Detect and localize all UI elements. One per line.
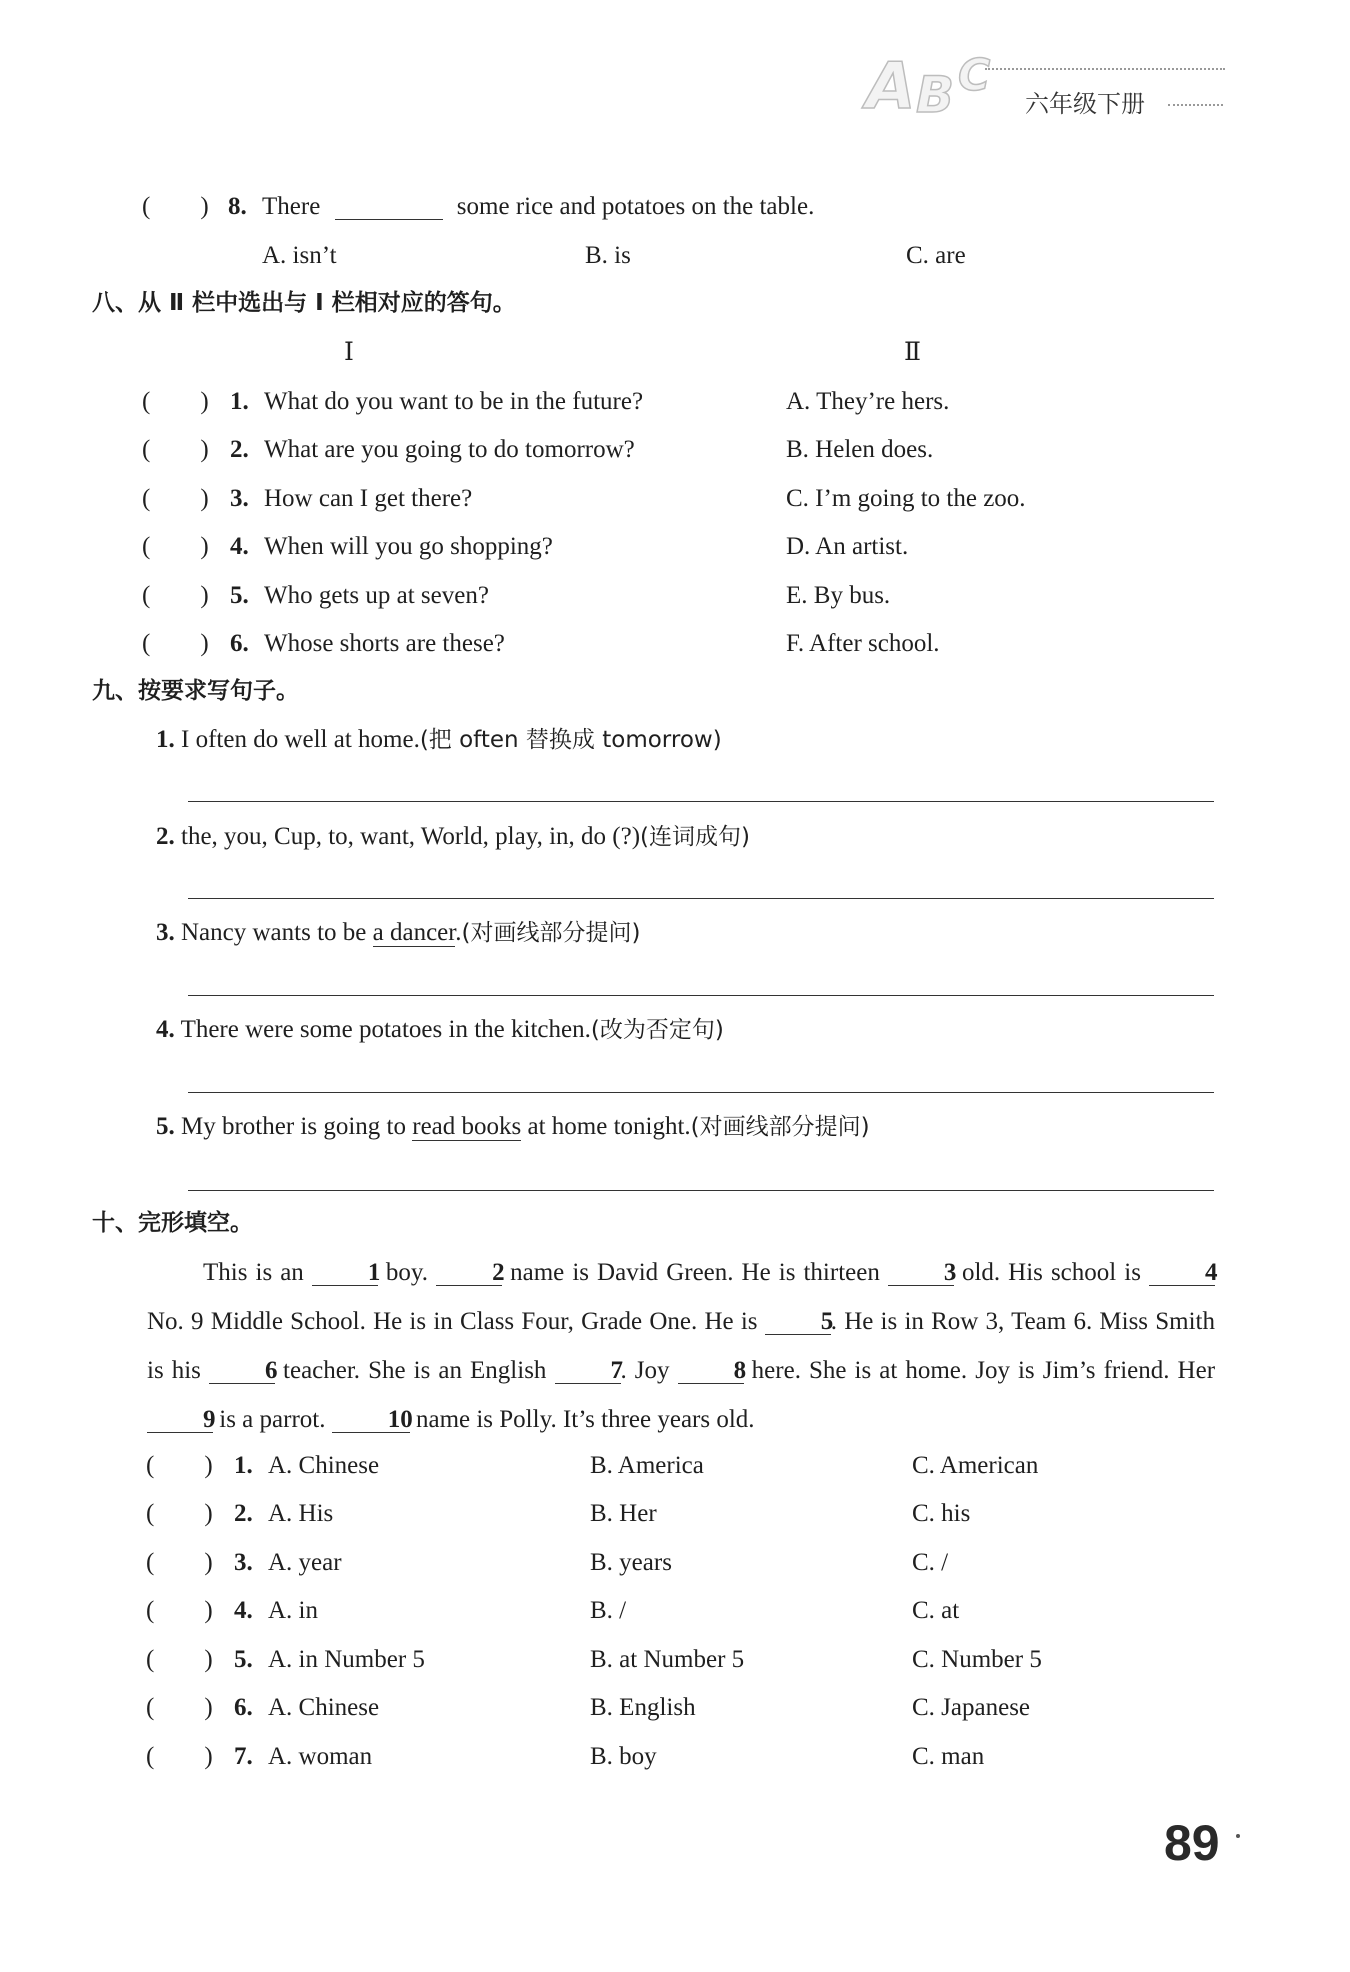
question-text: Whose shorts are these? [264,630,505,657]
item-text [262,194,814,220]
answer-paren[interactable]: ( ) [142,436,209,463]
item-instruction: (改为否定句) [590,1017,724,1043]
blank-input[interactable] [335,194,443,220]
option-b[interactable]: B. is [585,242,631,269]
section-title: 十、完形填空。 [92,1210,253,1236]
cloze-blank-7[interactable]: 7 [555,1358,621,1384]
option-a[interactable]: A. in [268,1597,318,1624]
question-text: What are you going to do tomorrow? [264,436,635,463]
passage-text: This is an [203,1259,304,1286]
underlined-phrase: read books [412,1113,522,1140]
item-text: There were some potatoes in the kitchen. [180,1016,591,1043]
answer-text: F. After school. [786,630,940,657]
item-number: 4. [234,1597,253,1624]
answer-paren[interactable]: ( ) [142,485,209,512]
passage-text: . He is in Row 3, Team 6. Miss Smith is his [147,1308,1215,1384]
answer-line[interactable] [188,1190,1214,1191]
passage-text: boy. [385,1259,429,1286]
item-number: 3. [230,485,249,512]
item-number: 7. [234,1743,253,1770]
answer-paren[interactable]: ( ) [146,1694,213,1721]
question-text: How can I get there? [264,485,473,512]
item-number: 2. [156,823,175,850]
passage-text: here. She is at home. Joy is Jim’s friend. Her [751,1357,1216,1384]
option-b[interactable]: B. Her [590,1500,657,1527]
passage-text: name is David Green. He is thirteen [510,1259,880,1286]
item-number: 6. [230,630,249,657]
underlined-phrase: a dancer [372,919,456,946]
cloze-blank-8[interactable]: 8 [678,1358,744,1384]
item-instruction: (把 often 替换成 tomorrow) [419,727,722,753]
option-b[interactable]: B. boy [590,1743,657,1770]
column-2-header: Ⅱ [904,339,921,366]
option-c[interactable]: C. American [912,1452,1039,1479]
answer-text: E. By bus. [786,582,891,609]
cloze-blank-1[interactable]: 1 [312,1260,378,1286]
question-text: When will you go shopping? [264,533,553,560]
option-b[interactable]: B. years [590,1549,672,1576]
option-b[interactable]: B. English [590,1694,696,1721]
item-instruction: (对画线部分提问) [690,1114,870,1140]
item-number: 1. [230,388,249,415]
cloze-blank-10[interactable]: 10 [332,1407,410,1433]
answer-text: D. An artist. [786,533,909,560]
cloze-blank-2[interactable]: 2 [436,1260,502,1286]
option-c[interactable]: C. are [906,242,966,269]
passage-text: old. His school is [961,1259,1141,1286]
item-text: My brother is going to [181,1113,413,1140]
answer-paren[interactable]: ( ) [146,1452,213,1479]
option-b[interactable]: B. / [590,1597,627,1624]
option-a[interactable]: A. Chinese [268,1452,380,1479]
section-title: 九、按要求写句子。 [92,678,299,704]
item-number: 8. [228,193,247,220]
cloze-blank-6[interactable]: 6 [209,1358,275,1384]
option-a[interactable]: A. year [268,1549,342,1576]
option-c[interactable]: C. his [912,1500,971,1527]
option-c[interactable]: C. / [912,1549,949,1576]
option-b[interactable]: B. America [590,1452,704,1479]
item-number: 2. [230,436,249,463]
option-a[interactable]: A. Chinese [268,1694,380,1721]
header-dotted-line-lower [1168,104,1223,106]
logo: A B C [866,50,991,124]
passage-text: name is Polly. It’s three years old. [415,1406,755,1433]
item-text: Nancy wants to be [181,919,373,946]
item-text-after: some rice and potatoes on the table. [456,193,815,220]
option-b[interactable]: B. at Number 5 [590,1646,745,1673]
answer-paren[interactable]: ( ) [146,1646,213,1673]
rewrite-item-prompt [156,824,750,849]
option-a[interactable]: A. His [268,1500,334,1527]
item-number: 6. [234,1694,253,1721]
answer-line[interactable] [188,801,1214,802]
answer-paren[interactable]: ( ) [146,1743,213,1770]
item-instruction: (对画线部分提问) [461,920,641,946]
answer-text: A. They’re hers. [786,388,950,415]
section-title: 八、从 Ⅱ 栏中选出与 Ⅰ 栏相对应的答句。 [92,290,516,316]
option-c[interactable]: C. Number 5 [912,1646,1042,1673]
item-number: 3. [156,919,175,946]
item-text: the, you, Cup, to, want, World, play, in, do (?) [181,823,641,850]
question-text: What do you want to be in the future? [264,388,644,415]
answer-line[interactable] [188,898,1214,899]
item-text-after: . [455,919,462,946]
answer-line[interactable] [188,1092,1214,1093]
passage-text: is a parrot. [219,1406,326,1433]
option-a[interactable]: A. isn’t [262,242,337,269]
answer-paren[interactable]: ( ) [142,388,209,415]
rewrite-item-prompt [156,1114,870,1139]
cloze-blank-5[interactable]: 5 [765,1309,831,1335]
item-number: 5. [156,1113,175,1140]
question-text: Who gets up at seven? [264,582,489,609]
cloze-blank-3[interactable]: 3 [888,1260,954,1286]
cloze-blank-4[interactable]: 4 [1149,1260,1215,1286]
item-number: 4. [156,1016,175,1043]
rewrite-item-prompt [156,727,722,752]
item-number: 5. [234,1646,253,1673]
rewrite-item-prompt [156,920,640,945]
item-number: 1. [234,1452,253,1479]
option-c[interactable]: C. Japanese [912,1694,1031,1721]
passage-text: teacher. She is an English [283,1357,547,1384]
item-text: I often do well at home. [181,726,420,753]
cloze-blank-9[interactable]: 9 [147,1407,213,1433]
option-a[interactable]: A. in Number 5 [268,1646,425,1673]
item-number: 2. [234,1500,253,1527]
option-c[interactable]: C. man [912,1743,985,1770]
answer-paren[interactable]: ( ) [146,1597,213,1624]
answer-paren[interactable]: ( ) [146,1500,213,1527]
item-text-before: There [262,193,321,220]
passage-text: No. 9 Middle School. He is in Class Four, Grade One. He is [147,1308,758,1335]
answer-text: C. I’m going to the zoo. [786,485,1026,512]
answer-paren[interactable]: ( ) [142,533,209,560]
item-number: 1. [156,726,175,753]
item-number: 4. [230,533,249,560]
item-instruction: (连词成句) [640,824,750,850]
page-number-dot [1236,1834,1240,1838]
cloze-passage [147,1248,1218,1444]
answer-line[interactable] [188,995,1214,996]
header-dotted-line [985,68,1225,70]
option-a[interactable]: A. woman [268,1743,373,1770]
page-number: 89 [1164,1815,1220,1871]
answer-paren[interactable]: ( ) [146,1549,213,1576]
option-c[interactable]: C. at [912,1597,960,1624]
answer-paren[interactable]: ( ) [142,582,209,609]
book-label: 六年级下册 [1025,90,1145,118]
item-number: 3. [234,1549,253,1576]
column-1-header: Ⅰ [344,339,354,366]
answer-paren[interactable]: ( ) [142,630,209,657]
item-text-after: at home tonight. [521,1113,691,1140]
answer-text: B. Helen does. [786,436,934,463]
rewrite-item-prompt [156,1017,724,1042]
passage-text: . Joy [620,1357,670,1384]
answer-paren[interactable]: ( ) [142,193,209,220]
item-number: 5. [230,582,249,609]
